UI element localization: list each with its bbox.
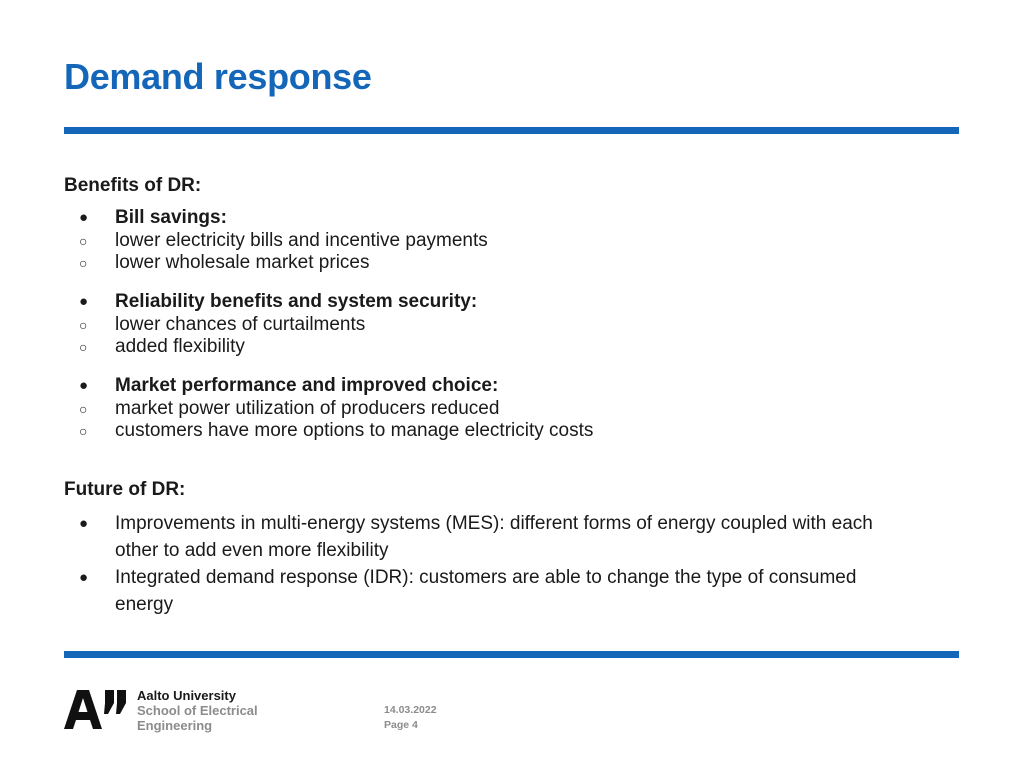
benefit-item	[79, 374, 944, 398]
benefit-label: Market performance and improved choice:	[115, 375, 499, 396]
sub-item	[64, 230, 944, 252]
sub-bullet-icon: ○	[79, 255, 88, 271]
page-number: Page 4	[384, 719, 418, 731]
future-item-line: Integrated demand response (IDR): customers are able to change the type of consumed	[115, 567, 857, 588]
slide-title: Demand response	[64, 56, 372, 97]
sub-item	[64, 314, 944, 336]
sub-item	[64, 336, 944, 358]
org-name	[137, 688, 258, 733]
benefit-label: Bill savings:	[115, 207, 227, 228]
future-group	[64, 510, 944, 618]
bullet-icon: ●	[79, 293, 89, 310]
sub-item-text: added flexibility	[115, 336, 245, 357]
benefit-group-reliability	[64, 290, 944, 358]
future-item-line: other to add even more flexibility	[115, 540, 389, 561]
org-school: School of Electrical	[137, 703, 258, 718]
aalto-logo-mark-icon	[64, 688, 128, 730]
org-school-cont: Engineering	[137, 718, 213, 733]
sub-bullet-icon: ○	[79, 317, 88, 333]
sub-bullet-icon: ○	[79, 233, 88, 249]
benefit-item	[79, 290, 944, 314]
bullet-icon: ●	[79, 377, 89, 394]
title-divider	[64, 127, 959, 134]
aalto-logo	[64, 688, 128, 735]
future-item-line: energy	[115, 594, 174, 615]
benefit-item	[79, 206, 944, 230]
benefit-group-bill	[64, 206, 944, 274]
sub-item-text: market power utilization of producers reduced	[115, 398, 500, 419]
sub-item	[64, 420, 944, 442]
slide-meta	[384, 703, 437, 733]
bullet-icon: ●	[79, 569, 89, 586]
sub-item	[64, 252, 944, 274]
future-item	[79, 510, 944, 564]
sub-bullet-icon: ○	[79, 401, 88, 417]
sub-bullet-icon: ○	[79, 339, 88, 355]
sub-bullet-icon: ○	[79, 423, 88, 439]
benefits-heading: Benefits of DR:	[64, 175, 202, 196]
sub-item-text: lower electricity bills and incentive payments	[115, 230, 488, 251]
benefit-label: Reliability benefits and system security:	[115, 291, 478, 312]
slide-content	[64, 174, 944, 618]
future-heading: Future of DR:	[64, 479, 186, 500]
sub-item-text: lower chances of curtailments	[115, 314, 366, 335]
sub-item-text: lower wholesale market prices	[115, 252, 370, 273]
sub-item-text: customers have more options to manage electricity costs	[115, 420, 594, 441]
bullet-icon: ●	[79, 515, 89, 532]
org-university: Aalto University	[137, 688, 236, 703]
future-item	[79, 564, 944, 618]
bullet-icon: ●	[79, 209, 89, 226]
footer-divider	[64, 651, 959, 658]
benefit-group-market	[64, 374, 944, 442]
sub-item	[64, 398, 944, 420]
slide-date: 14.03.2022	[384, 704, 437, 716]
future-item-line: Improvements in multi-energy systems (MES): different forms of energy coupled with each	[115, 513, 873, 534]
